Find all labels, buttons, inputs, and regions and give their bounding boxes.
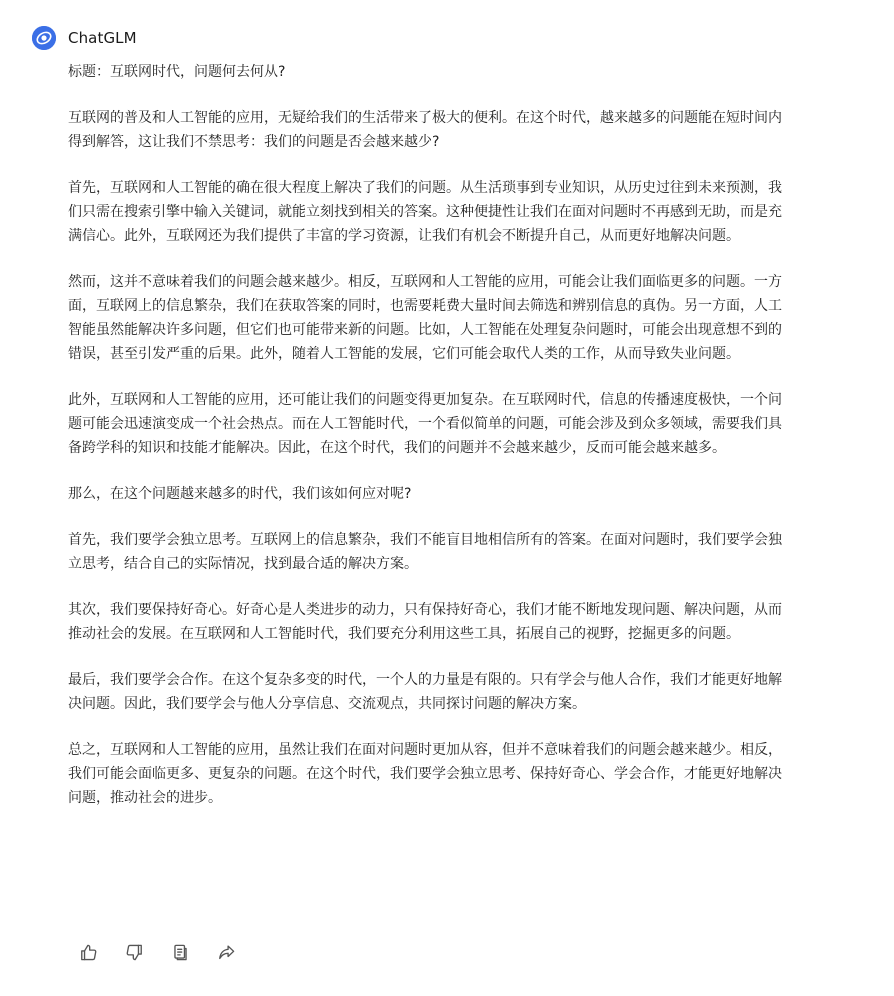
response-paragraph: 互联网的普及和人工智能的应用，无疑给我们的生活带来了极大的便利。在这个时代，越来越多的问题能在短时间内得到解答，这让我们不禁思考：我们的问题是否会越来越少? [68, 110, 782, 150]
share-icon [217, 943, 236, 962]
copy-icon [171, 943, 190, 962]
message-header [32, 24, 137, 52]
response-paragraph: 首先，我们要学会独立思考。互联网上的信息繁杂，我们不能盲目地相信所有的答案。在面对问题时，我们要学会独立思考，结合自己的实际情况，找到最合适的解决方案。 [68, 532, 782, 572]
share-button[interactable] [214, 940, 238, 964]
response-paragraph: 其次，我们要保持好奇心。好奇心是人类进步的动力，只有保持好奇心，我们才能不断地发现问题、解决问题，从而推动社会的发展。在互联网和人工智能时代，我们要充分利用这些工具，拓展自己的视野，挖掘更多的问题。 [68, 602, 782, 642]
response-content [68, 60, 792, 832]
assistant-name: ChatGLM [68, 29, 137, 47]
thumbs-down-icon [125, 943, 144, 962]
response-title: 标题：互联网时代，问题何去何从? [68, 64, 286, 80]
response-paragraph: 此外，互联网和人工智能的应用，还可能让我们的问题变得更加复杂。在互联网时代，信息的传播速度极快，一个问题可能会迅速演变成一个社会热点。而在人工智能时代，一个看似简单的问题，可能会涉及到众多领域，需要我们具备跨学科的知识和技能才能解决。因此，在这个时代，我们的问题并不会越来越少，反而可能会越来越多。 [68, 392, 782, 456]
message-actions [76, 940, 260, 964]
copy-button[interactable] [168, 940, 192, 964]
response-paragraph: 首先，互联网和人工智能的确在很大程度上解决了我们的问题。从生活琐事到专业知识，从历史过往到未来预测，我们只需在搜索引擎中输入关键词，就能立刻找到相关的答案。这种便捷性让我们在面对问题时不再感到无助，而是充满信心。此外，互联网还为我们提供了丰富的学习资源，让我们有机会不断提升自己，从而更好地解决问题。 [68, 180, 782, 244]
like-button[interactable] [76, 940, 100, 964]
response-paragraph: 总之，互联网和人工智能的应用，虽然让我们在面对问题时更加从容，但并不意味着我们的问题会越来越少。相反，我们可能会面临更多、更复杂的问题。在这个时代，我们要学会独立思考、保持好奇心、学会合作，才能更好地解决问题，推动社会的进步。 [68, 742, 782, 806]
dislike-button[interactable] [122, 940, 146, 964]
response-paragraph: 那么，在这个问题越来越多的时代，我们该如何应对呢? [68, 486, 412, 502]
response-paragraph: 最后，我们要学会合作。在这个复杂多变的时代，一个人的力量是有限的。只有学会与他人合作，我们才能更好地解决问题。因此，我们要学会与他人分享信息、交流观点，共同探讨问题的解决方案。 [68, 672, 782, 712]
response-paragraph: 然而，这并不意味着我们的问题会越来越少。相反，互联网和人工智能的应用，可能会让我们面临更多的问题。一方面，互联网上的信息繁杂，我们在获取答案的同时，也需要耗费大量时间去筛选和辨别信息的真伪。另一方面，人工智能虽然能解决许多问题，但它们也可能带来新的问题。比如，人工智能在处理复杂问题时，可能会出现意想不到的错误，甚至引发严重的后果。此外，随着人工智能的发展，它们可能会取代人类的工作，从而导致失业问题。 [68, 274, 782, 362]
thumbs-up-icon [79, 943, 98, 962]
chatglm-logo-icon [32, 26, 56, 50]
